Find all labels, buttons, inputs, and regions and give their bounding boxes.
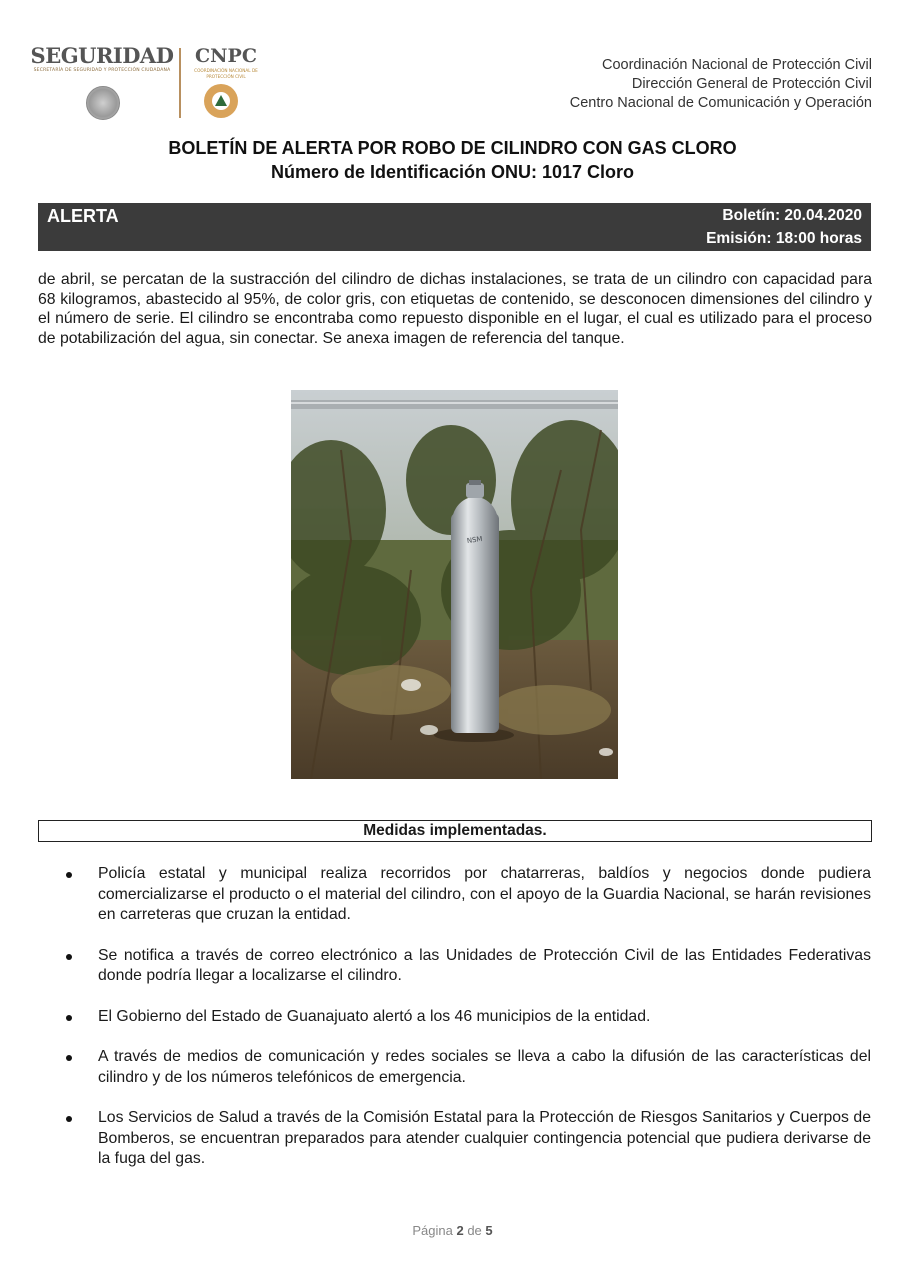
- cnpc-logo-text: CNPC: [195, 45, 257, 67]
- alert-label: ALERTA: [47, 206, 119, 226]
- svg-text:NSM: NSM: [466, 534, 484, 546]
- national-seal-icon: [86, 86, 120, 120]
- cylinder-photo: [291, 390, 618, 779]
- logo-divider: [179, 48, 181, 118]
- list-item-text: Se notifica a través de correo electrónico a las Unidades de Protección Civil de las Entidades Federativas donde podría llegar a localizarse el cilindro.: [98, 946, 871, 984]
- header-line-direccion: Dirección General de Protección Civil: [631, 76, 872, 92]
- bullet-icon: [66, 1055, 72, 1061]
- seguridad-logo: [30, 44, 174, 74]
- bullet-icon: [66, 872, 72, 878]
- alert-bar: [38, 203, 871, 251]
- list-item-text: El Gobierno del Estado de Guanajuato alertó a los 46 municipios de la entidad.: [98, 1007, 651, 1025]
- footer-page-number: 2: [456, 1223, 464, 1238]
- alert-meta: [706, 204, 862, 250]
- list-item: [63, 1007, 871, 1028]
- header-line-coordinacion: Coordinación Nacional de Protección Civil: [602, 57, 872, 73]
- bullet-icon: [66, 1015, 72, 1021]
- emision-time: Emisión: 18:00 horas: [706, 230, 862, 247]
- header-line-centro: Centro Nacional de Comunicación y Operación: [569, 95, 872, 111]
- header-agency-lines: [570, 56, 872, 113]
- bulletin-title: [0, 136, 905, 184]
- body-paragraph: de abril, se percatan de la sustracción del cilindro de dichas instalaciones, se trata de un cilindro con capacidad para 68 kilogramos, abastecido al 95%, de color gris, con etiquetas de contenido, se desconocen dimensiones del cilindro y el número de serie. El cilindro se encontraba como repuesto disponible en el lugar, el cual es utilizado para el proceso de potabilización del agua, sin conectar. Se anexa imagen de referencia del tanque.: [38, 271, 872, 347]
- boletin-date: Boletín: 20.04.2020: [722, 207, 862, 224]
- header-logos: [30, 44, 270, 120]
- bulletin-title-line2: Número de Identificación ONU: 1017 Cloro: [270, 162, 635, 182]
- cnpc-logo: [186, 44, 266, 79]
- footer-page-total: 5: [485, 1223, 493, 1238]
- bullet-icon: [66, 1116, 72, 1122]
- list-item: [63, 864, 871, 926]
- seguridad-logo-subtext: SECRETARÍA DE SEGURIDAD Y PROTECCIÓN CIUDADANA: [33, 68, 171, 73]
- medidas-heading: Medidas implementadas.: [38, 820, 872, 842]
- bullet-icon: [66, 954, 72, 960]
- list-item: [63, 1108, 871, 1170]
- list-item: [63, 1047, 871, 1088]
- list-item-text: A través de medios de comunicación y redes sociales se lleva a cabo la difusión de las características del cilindro y de los números telefónicos de emergencia.: [98, 1048, 871, 1086]
- footer-prefix: Página: [412, 1223, 453, 1238]
- footer-sep: de: [467, 1223, 482, 1238]
- list-item-text: Los Servicios de Salud a través de la Comisión Estatal para la Protección de Riesgos Sanitarios y Cuerpos de Bomberos, se encuentran preparados para atender cualquier contingencia potencial que pudiera derivarse de la fuga del gas.: [98, 1109, 871, 1167]
- list-item: [63, 946, 871, 987]
- bulletin-title-line1: BOLETÍN DE ALERTA POR ROBO DE CILINDRO CON GAS CLORO: [168, 138, 737, 158]
- seguridad-logo-text: SEGURIDAD: [30, 43, 174, 68]
- list-item-text: Policía estatal y municipal realiza recorridos por chatarreras, baldíos y negocios donde pudiera comercializarse el producto o el material del cilindro, con el apoyo de la Guardia Nacional, se harán revisiones en carreteras que cruzan la entidad.: [98, 865, 871, 923]
- page-footer: [0, 1223, 905, 1238]
- medidas-list: [63, 864, 871, 1190]
- cnpc-logo-subtext: COORDINACIÓN NACIONAL DE PROTECCIÓN CIVIL: [194, 68, 258, 79]
- civil-protection-emblem-icon: [204, 84, 238, 118]
